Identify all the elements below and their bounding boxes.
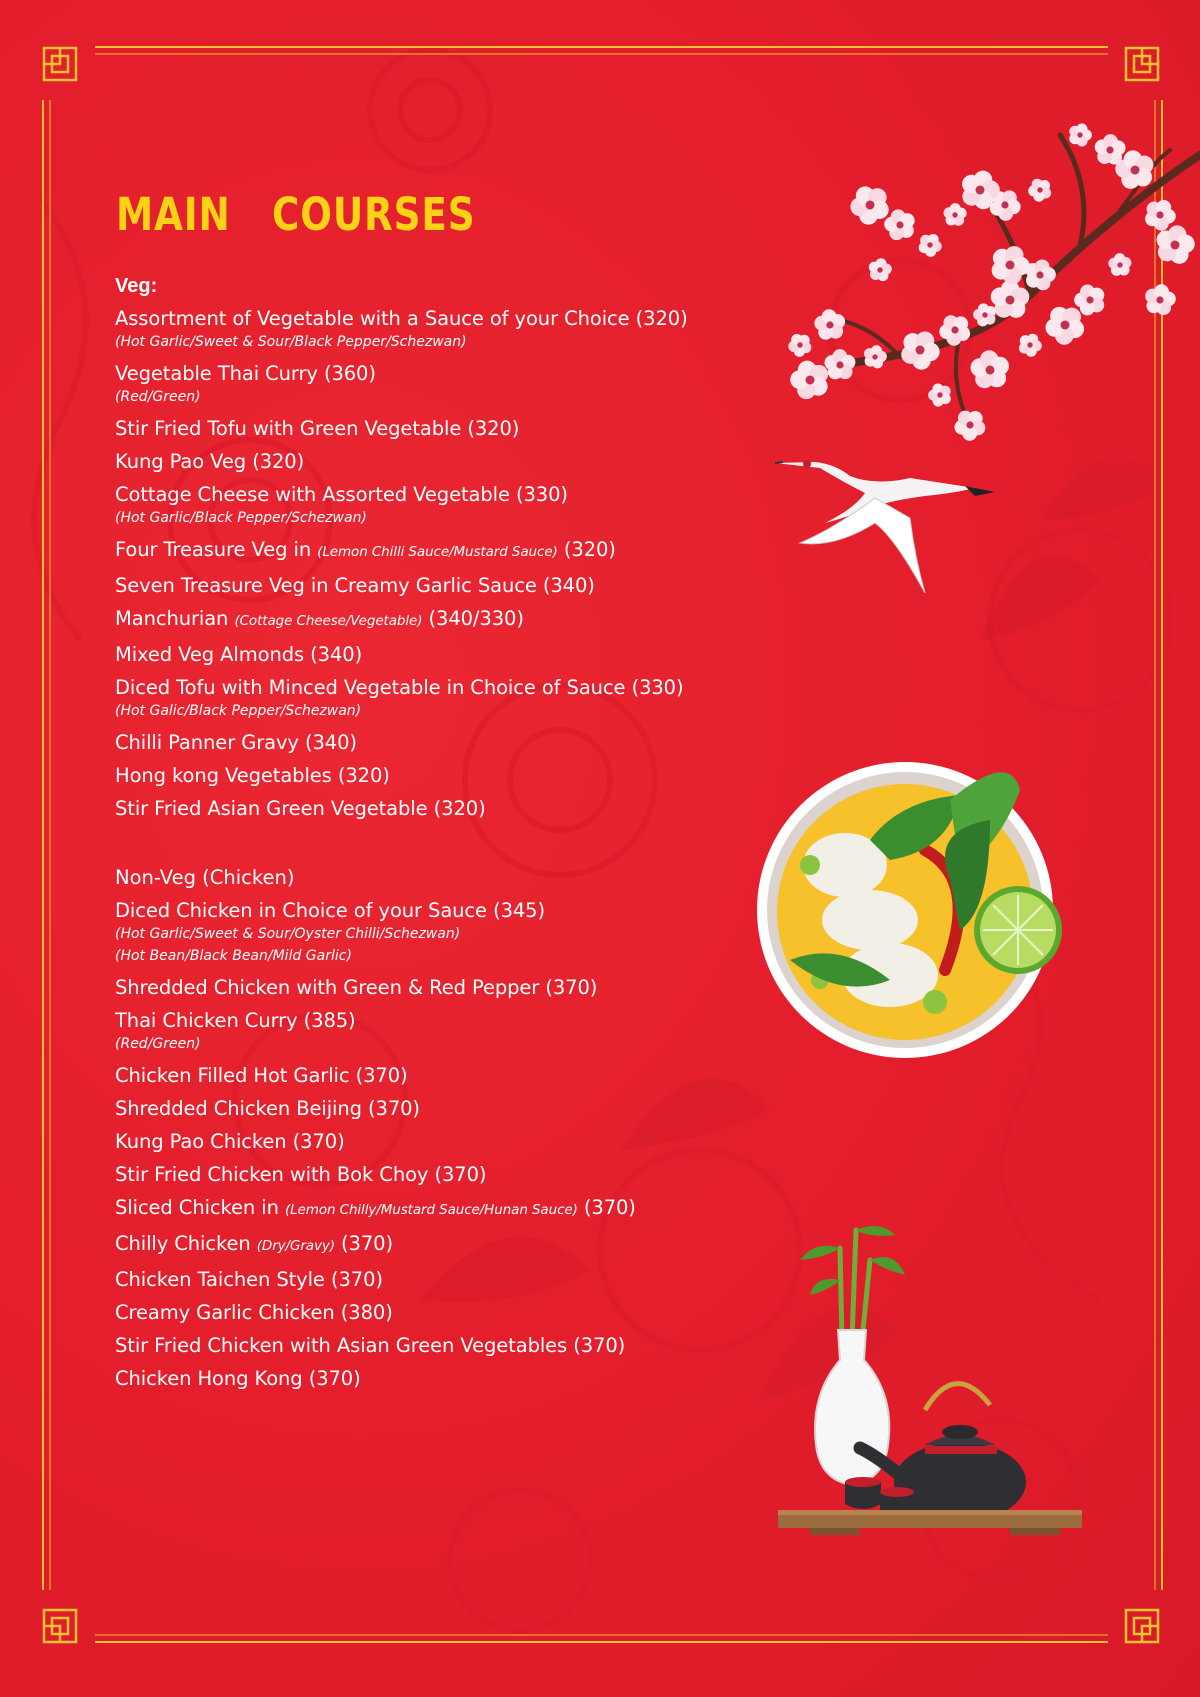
menu-item-price: (370) (341, 1232, 393, 1255)
menu-item-price: (330) (631, 676, 684, 699)
menu-item (115, 1366, 755, 1391)
menu-item (115, 796, 755, 821)
menu-item-price: (380) (340, 1301, 393, 1324)
menu-item (115, 1300, 755, 1325)
menu-item (115, 537, 755, 565)
menu-item-name: Stir Fried Chicken with Bok Choy (115, 1163, 429, 1186)
menu-item-name: Four Treasure Veg in (115, 538, 312, 561)
menu-item (115, 1195, 755, 1223)
menu-item-price: (370) (583, 1196, 636, 1219)
menu-item (115, 306, 755, 353)
menu-item (115, 1231, 755, 1259)
menu-item-name: Chicken Hong Kong (115, 1367, 303, 1390)
menu-item-name: Stir Fried Tofu with Green Vegetable (115, 417, 462, 440)
menu-item-price: (320) (563, 538, 616, 561)
menu-item-option: (Cottage Cheese/Vegetable) (234, 613, 423, 629)
menu-item (115, 975, 755, 1000)
menu-item-price: (340/330) (428, 607, 524, 630)
menu-item (115, 1267, 755, 1292)
menu-item-name: Stir Fried Asian Green Vegetable (115, 797, 428, 820)
cherry-blossom-branch-icon (780, 95, 1200, 475)
menu-item-price: (330) (515, 483, 568, 506)
menu-item-price: (340) (542, 574, 595, 597)
menu-item (115, 763, 755, 788)
menu-item-name: Creamy Garlic Chicken (115, 1301, 335, 1324)
menu-item-option: (Dry/Gravy) (256, 1238, 335, 1254)
menu-item-sauce-options: (Hot Galic/Black Pepper/Schezwan) (115, 703, 362, 719)
menu-item (115, 1063, 755, 1088)
menu-list (115, 274, 755, 1399)
menu-item-name: Sliced Chicken in (115, 1196, 279, 1219)
menu-item (115, 361, 755, 408)
crane-bird-icon (775, 448, 995, 603)
menu-item-price: (370) (368, 1097, 420, 1120)
menu-item-option: (Lemon Chilli Sauce/Mustard Sauce) (317, 544, 558, 560)
menu-item-name: Kung Pao Veg (115, 450, 247, 473)
menu-item-name: Thai Chicken Curry (115, 1009, 298, 1032)
section-title-non-veg-chicken: Non-Veg (Chicken) (115, 866, 295, 889)
menu-item-price: (340) (310, 643, 363, 666)
menu-item-price: (360) (323, 362, 376, 385)
page-title: MAIN COURSES (116, 188, 476, 241)
menu-item-price: (370) (573, 1334, 626, 1357)
menu-item (115, 1129, 755, 1154)
menu-item-name: Chicken Taichen Style (115, 1268, 325, 1291)
menu-item-price: (340) (304, 731, 357, 754)
menu-item-price: (370) (545, 976, 598, 999)
menu-item (115, 573, 755, 598)
menu-item (115, 675, 755, 722)
menu-item-price: (370) (355, 1064, 408, 1087)
menu-item-sauce-options: (Hot Garlic/Sweet & Sour/Black Pepper/Schezwan) (115, 334, 467, 350)
menu-item-sauce-options: (Hot Bean/Black Bean/Mild Garlic) (115, 948, 352, 964)
menu-item-price: (385) (303, 1009, 356, 1032)
menu-item-price: (320) (252, 450, 305, 473)
menu-item-name: Vegetable Thai Curry (115, 362, 318, 385)
menu-item (115, 1333, 755, 1358)
menu-item-price: (370) (434, 1163, 487, 1186)
menu-item-name: Manchurian (115, 607, 229, 630)
menu-item-price: (320) (467, 417, 520, 440)
menu-item-sauce-options: (Hot Garlic/Black Pepper/Schezwan) (115, 510, 367, 526)
curry-bowl-icon (750, 760, 1070, 1060)
menu-item-name: Chicken Filled Hot Garlic (115, 1064, 350, 1087)
section-title-veg: Veg: (115, 275, 158, 297)
menu-item-price: (370) (292, 1130, 345, 1153)
menu-item-name: Diced Chicken in Choice of your Sauce (115, 899, 487, 922)
menu-item-name: Chilly Chicken (115, 1232, 251, 1255)
menu-item-sauce-options: (Hot Garlic/Sweet & Sour/Oyster Chilli/Schezwan) (115, 926, 461, 942)
menu-item-name: Shredded Chicken Beijing (115, 1097, 362, 1120)
menu-item (115, 416, 755, 441)
menu-item-name: Chilli Panner Gravy (115, 731, 299, 754)
menu-item (115, 449, 755, 474)
menu-item-option: (Lemon Chilly/Mustard Sauce/Hunan Sauce) (284, 1202, 578, 1218)
menu-item-name: Seven Treasure Veg in Creamy Garlic Sauce (115, 574, 537, 597)
menu-item-name: Hong kong Vegetables (115, 764, 332, 787)
menu-item-price: (320) (635, 307, 688, 330)
menu-item-name: Kung Pao Chicken (115, 1130, 287, 1153)
menu-item-sauce-options: (Red/Green) (115, 389, 201, 405)
menu-item-name: Shredded Chicken with Green & Red Pepper (115, 976, 540, 999)
menu-item (115, 730, 755, 755)
menu-item-name: Cottage Cheese with Assorted Vegetable (115, 483, 510, 506)
menu-item-price: (345) (493, 899, 545, 922)
menu-item (115, 1162, 755, 1187)
menu-item (115, 898, 755, 967)
menu-item-price: (370) (308, 1367, 361, 1390)
menu-item (115, 482, 755, 529)
menu-item-sauce-options: (Red/Green) (115, 1036, 201, 1052)
menu-item-price: (370) (330, 1268, 383, 1291)
menu-item (115, 1096, 755, 1121)
teapot-tray-icon (775, 1370, 1085, 1535)
menu-item (115, 1008, 755, 1055)
menu-item-name: Diced Tofu with Minced Vegetable in Choice of Sauce (115, 676, 626, 699)
menu-item-name: Assortment of Vegetable with a Sauce of your Choice (115, 307, 630, 330)
menu-item (115, 606, 755, 634)
menu-item-price: (320) (337, 764, 390, 787)
menu-item-price: (320) (433, 797, 486, 820)
menu-item-name: Mixed Veg Almonds (115, 643, 305, 666)
menu-item (115, 642, 755, 667)
menu-item-name: Stir Fried Chicken with Asian Green Vegetables (115, 1334, 568, 1357)
